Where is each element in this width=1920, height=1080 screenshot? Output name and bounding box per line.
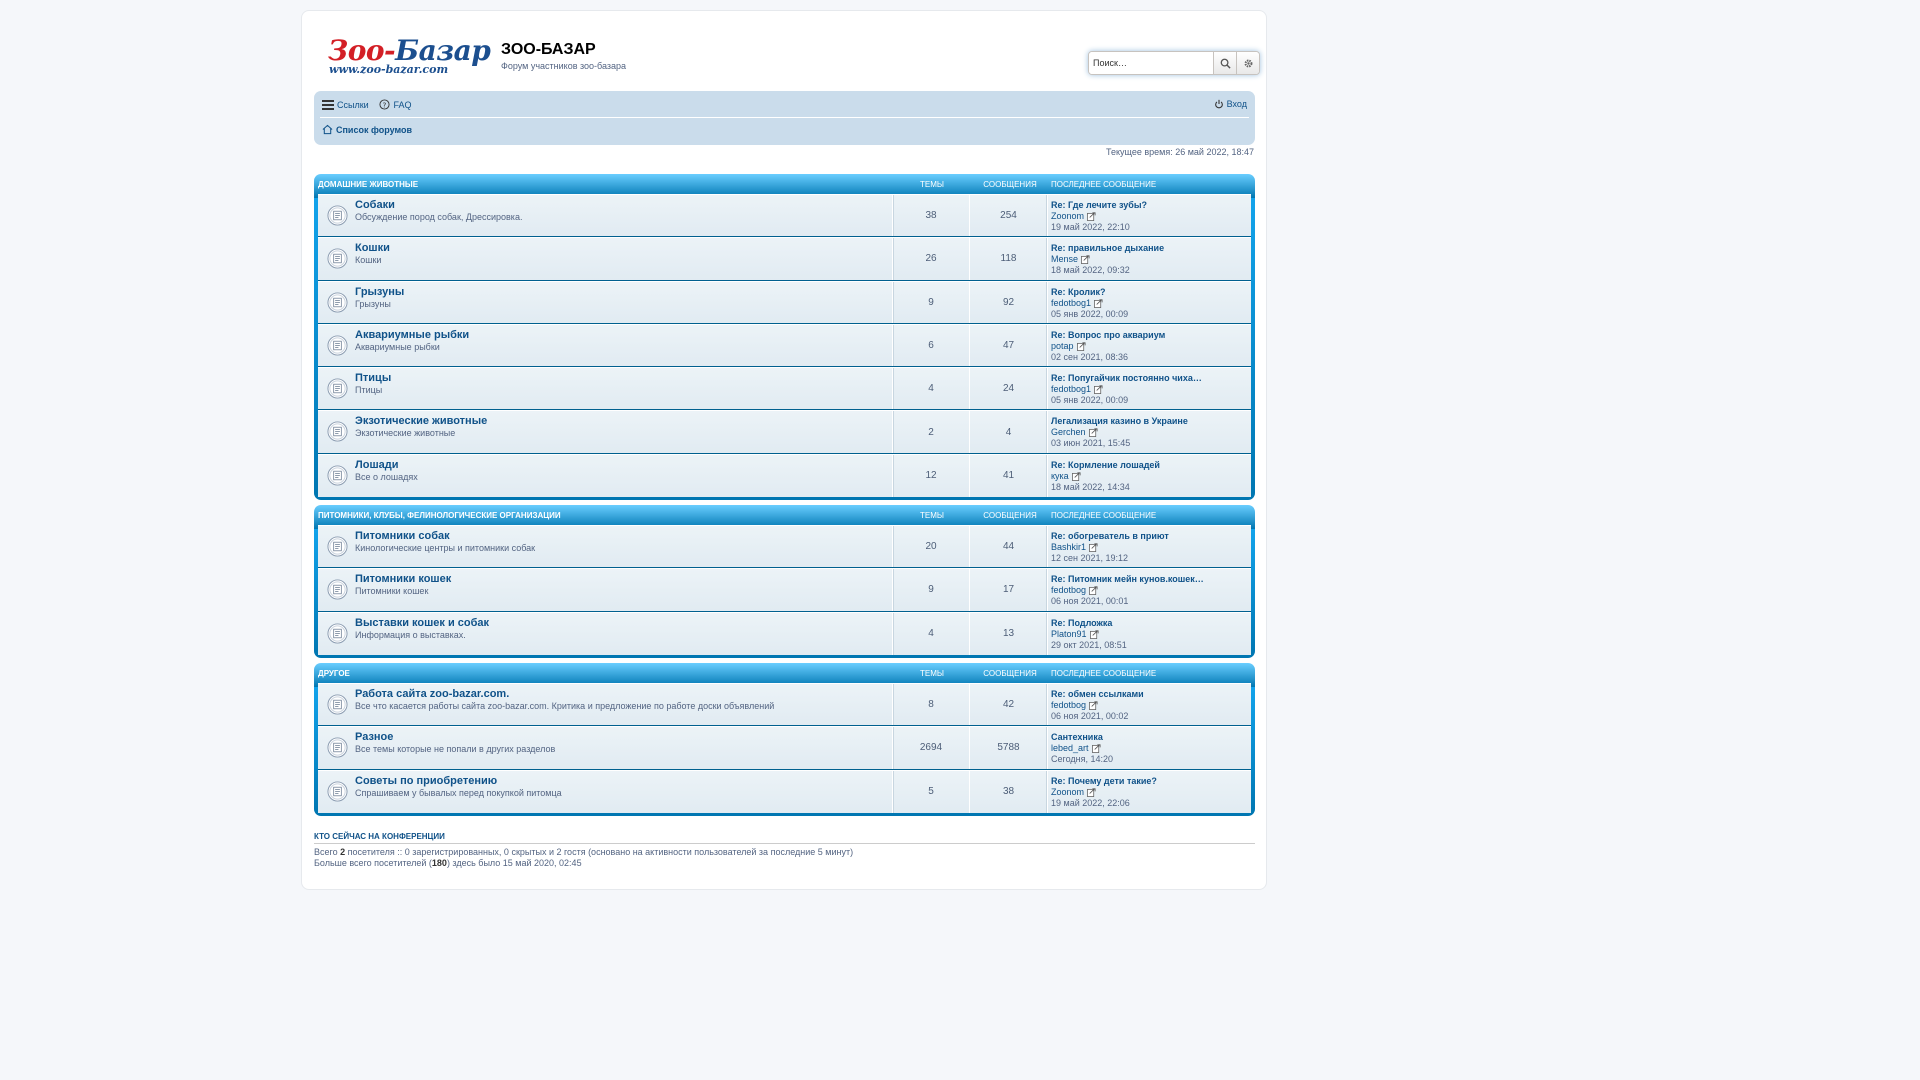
column-header-posts: СООБЩЕНИЯ (983, 180, 1037, 189)
who-online-total-prefix: Всего (314, 847, 341, 857)
forum-title-link[interactable]: Питомники кошек (355, 573, 452, 586)
category-header (318, 174, 1251, 194)
forum-posts-count: 42 (970, 684, 1048, 725)
last-post (1051, 732, 1113, 765)
who-online-record (314, 858, 1255, 869)
view-latest-post-icon[interactable] (1089, 543, 1098, 552)
breadcrumb-forum-index[interactable] (322, 124, 412, 135)
last-post-title-link[interactable]: Re: Попугайчик постоянно чиха… (1051, 373, 1202, 384)
forum-posts-count: 24 (970, 368, 1048, 409)
search-input[interactable] (1089, 52, 1213, 74)
view-latest-post-icon[interactable] (1094, 385, 1103, 394)
forum-posts-count: 118 (970, 238, 1048, 279)
forum-read-icon (327, 623, 348, 644)
last-post (1051, 200, 1147, 233)
question-icon (379, 99, 390, 110)
forum-title-link[interactable]: Выставки кошек и собак (355, 616, 490, 629)
forum-posts-count: 47 (970, 325, 1048, 366)
forum-row (318, 525, 1251, 568)
last-post-title-link[interactable]: Re: правильное дыхание (1051, 243, 1165, 254)
last-post-date: 18 май 2022, 14:34 (1051, 481, 1130, 492)
view-latest-post-icon[interactable] (1089, 428, 1098, 437)
navbar-top-row (322, 99, 1247, 113)
view-latest-post-icon[interactable] (1072, 472, 1081, 481)
forum-description: Информация о выставках. (355, 629, 466, 640)
home-icon (322, 124, 333, 135)
faq-label: FAQ (393, 99, 412, 110)
view-latest-post-icon[interactable] (1087, 788, 1096, 797)
forum-topics-count: 38 (892, 195, 970, 236)
page-wrap (301, 10, 1267, 890)
last-post-author (1051, 787, 1157, 798)
last-post (1051, 531, 1169, 564)
current-time: Текущее время: 26 май 2022, 18:47 (1106, 147, 1254, 157)
search-button[interactable] (1213, 52, 1236, 74)
forum-row (318, 612, 1251, 655)
forum-description: Питомники кошек (355, 586, 429, 597)
last-post-author (1051, 427, 1188, 438)
logo-text (328, 34, 492, 67)
forum-title-link[interactable]: Экзотические животные (355, 415, 488, 428)
last-post-author (1051, 211, 1147, 222)
last-post-author-link[interactable]: Gerchen (1051, 427, 1086, 438)
forum-posts-count: 13 (970, 613, 1048, 655)
forum-posts-count: 44 (970, 526, 1048, 567)
forum-description: Все о лошадях (355, 471, 418, 482)
forum-title-link[interactable]: Аквариумные рыбки (355, 328, 470, 341)
forum-description: Аквариумные рыбки (355, 341, 440, 352)
last-post-author-link[interactable]: Mense (1051, 254, 1079, 265)
last-post-date: 18 май 2022, 09:32 (1051, 265, 1130, 276)
logo-url: www.zoo-bazar.com (329, 63, 449, 76)
last-post-date: 05 янв 2022, 00:09 (1051, 395, 1129, 406)
forum-title-link[interactable]: Советы по приобретению (355, 774, 498, 787)
logo-zoo: Зоо (328, 34, 385, 67)
forum-read-icon (327, 292, 348, 313)
search-box (1088, 51, 1260, 75)
last-post-author-link[interactable]: кука (1051, 470, 1069, 481)
forum-list (318, 194, 1251, 497)
forum-topics-count: 20 (892, 526, 970, 567)
forum-topics-count: 4 (892, 368, 970, 409)
view-latest-post-icon[interactable] (1087, 212, 1096, 221)
last-post-author (1051, 700, 1144, 711)
forum-title-link[interactable]: Кошки (355, 242, 390, 255)
forum-title-link[interactable]: Питомники собак (355, 530, 450, 542)
last-post-title-link[interactable]: Re: Подложка (1051, 617, 1113, 628)
forum-row (318, 683, 1251, 726)
column-header-last-post: ПОСЛЕДНЕЕ СООБЩЕНИЕ (1051, 669, 1157, 678)
last-post-date: 06 ноя 2021, 00:02 (1051, 711, 1129, 721)
last-post-author-link[interactable]: potap (1051, 340, 1074, 351)
logo-dash: - (384, 34, 396, 67)
forum-row (318, 281, 1251, 324)
forum-description: Кинологические центры и питомники собак (355, 543, 536, 553)
last-post (1051, 287, 1128, 320)
search-icon (1220, 58, 1231, 69)
forum-read-icon (327, 579, 348, 600)
forum-row (318, 568, 1251, 611)
last-post-author (1051, 542, 1169, 553)
last-post-author (1051, 629, 1127, 640)
forum-title-link[interactable]: Лошади (355, 458, 399, 471)
forum-topics-count: 6 (892, 325, 970, 366)
last-post-author-link[interactable]: fedotbog (1051, 585, 1087, 596)
quick-links-menu[interactable] (322, 100, 369, 110)
forum-row (318, 237, 1251, 280)
column-header-topics: ТЕМЫ (920, 669, 944, 678)
column-header-last-post: ПОСЛЕДНЕЕ СООБЩЕНИЕ (1051, 511, 1157, 520)
view-latest-post-icon[interactable] (1092, 744, 1101, 753)
column-header-posts: СООБЩЕНИЯ (983, 511, 1037, 520)
last-post-title-link[interactable]: Re: Питомник мейн кунов.кошек… (1051, 574, 1204, 585)
forum-topics-count: 4 (892, 613, 970, 655)
forum-posts-count: 5788 (970, 727, 1048, 768)
view-latest-post-icon[interactable] (1077, 342, 1086, 351)
last-post-date: Сегодня, 14:20 (1051, 754, 1114, 765)
last-post (1051, 776, 1157, 809)
forum-read-icon (327, 248, 348, 269)
who-online-total-count: 2 (340, 847, 346, 857)
forum-row (318, 770, 1251, 813)
last-post (1051, 689, 1144, 722)
forum-row (318, 726, 1251, 769)
who-online-total-suffix: посетителя :: 0 зарегистрированных, 0 скрытых и 2 гостя (основано на активности пользователей за последние 5 минут) (345, 847, 854, 857)
forum-description: Обсуждение пород собак, Дрессировка. (355, 212, 523, 222)
forum-row (318, 454, 1251, 497)
last-post-date: 19 май 2022, 22:06 (1051, 797, 1130, 808)
logo-bazar: Базар (395, 34, 491, 67)
last-post-title-link[interactable]: Re: Кролик? (1051, 286, 1106, 297)
category-header (318, 505, 1251, 525)
last-post-date: 02 сен 2021, 08:36 (1051, 351, 1129, 362)
column-header-posts: СООБЩЕНИЯ (983, 669, 1037, 678)
last-post-title-link[interactable]: Сантехника (1051, 732, 1103, 743)
forum-topics-count: 2 (892, 411, 970, 452)
forum-topics-count: 5 (892, 771, 970, 813)
last-post (1051, 416, 1188, 449)
category-block (314, 174, 1255, 500)
gear-icon (1243, 58, 1254, 69)
forum-title-link[interactable]: Собаки (355, 199, 395, 211)
last-post-author (1051, 341, 1165, 352)
column-header-last-post: ПОСЛЕДНЕЕ СООБЩЕНИЕ (1051, 180, 1157, 189)
forum-posts-count: 4 (970, 411, 1048, 452)
last-post-author-link[interactable]: fedotbog1 (1051, 384, 1092, 395)
who-online-record-count: 180 (431, 858, 447, 868)
navbar-divider (320, 117, 1249, 118)
forum-read-icon (327, 465, 348, 486)
last-post-date: 05 янв 2022, 00:09 (1051, 308, 1129, 319)
last-post-title-link[interactable]: Re: Где лечите зубы? (1051, 200, 1148, 210)
forum-read-icon (327, 421, 348, 442)
last-post-title-link[interactable]: Re: обмен ссылками (1051, 689, 1144, 699)
view-latest-post-icon[interactable] (1089, 586, 1098, 595)
forum-read-icon (327, 378, 348, 399)
last-post-author-link[interactable]: fedotbog (1051, 700, 1087, 710)
last-post-author-link[interactable]: lebed_art (1051, 743, 1089, 754)
column-header-topics: ТЕМЫ (920, 511, 944, 520)
forum-topics-count: 12 (892, 455, 970, 497)
last-post-title-link[interactable]: Re: Почему дети такие? (1051, 775, 1157, 786)
forum-posts-count: 38 (970, 771, 1048, 813)
power-icon (1214, 99, 1224, 109)
forum-read-icon (327, 205, 348, 226)
quick-links-label: Ссылки (337, 100, 369, 110)
site-description: Форум участников зоо-базара (501, 61, 627, 71)
forum-description: Птицы (355, 385, 383, 396)
login-label: Вход (1226, 99, 1247, 109)
forum-title-link[interactable]: Работа сайта zoo-bazar.com. (355, 688, 510, 700)
view-latest-post-icon[interactable] (1094, 299, 1103, 308)
last-post (1051, 574, 1204, 607)
forum-read-icon (327, 536, 348, 557)
who-is-online (314, 832, 1255, 869)
svg-text:?: ? (383, 100, 387, 110)
forum-title-link[interactable]: Грызуны (355, 285, 405, 298)
forum-description: Все что касается работы сайта zoo-bazar.com. Критика и предложение по работе доски объявлений (355, 701, 775, 711)
view-latest-post-icon[interactable] (1090, 630, 1099, 639)
forum-topics-count: 9 (892, 569, 970, 610)
last-post-author (1051, 298, 1128, 309)
category-title[interactable]: ДОМАШНИЕ ЖИВОТНЫЕ (318, 180, 419, 189)
forum-description: Грызуны (355, 298, 391, 309)
last-post-date: 19 май 2022, 22:10 (1051, 222, 1130, 232)
last-post-author (1051, 585, 1204, 596)
faq-link[interactable] (379, 99, 411, 110)
forum-description: Спрашиваем у бывалых перед покупкой питомца (355, 787, 562, 798)
who-online-title[interactable]: КТО СЕЙЧАС НА КОНФЕРЕНЦИИ (314, 832, 1255, 844)
last-post-author-link[interactable]: Zoonom (1051, 211, 1085, 221)
forum-posts-count: 41 (970, 455, 1048, 497)
forum-title-link[interactable]: Птицы (355, 372, 392, 385)
last-post (1051, 373, 1202, 406)
forum-read-icon (327, 335, 348, 356)
forum-row (318, 410, 1251, 453)
forum-description: Экзотические животные (355, 428, 456, 439)
category-title[interactable]: ДРУГОЕ (318, 669, 350, 678)
view-latest-post-icon[interactable] (1089, 701, 1098, 710)
forum-topics-count: 2694 (892, 727, 970, 768)
who-online-record-prefix: Больше всего посетителей ( (314, 858, 432, 868)
column-header-topics: ТЕМЫ (920, 180, 944, 189)
last-post-date: 06 ноя 2021, 00:01 (1051, 596, 1129, 607)
forum-row (318, 324, 1251, 367)
last-post (1051, 460, 1160, 493)
last-post-author-link[interactable]: fedotbog1 (1051, 297, 1092, 308)
forum-topics-count: 8 (892, 684, 970, 725)
last-post-title-link[interactable]: Re: Вопрос про аквариум (1051, 329, 1166, 340)
advanced-search-button[interactable] (1236, 52, 1259, 74)
last-post-date: 12 сен 2021, 19:12 (1051, 553, 1129, 563)
forum-title-link[interactable]: Разное (355, 731, 394, 744)
last-post-author (1051, 471, 1160, 482)
last-post (1051, 618, 1127, 651)
last-post-author (1051, 254, 1164, 265)
forum-row (318, 367, 1251, 410)
category-block (314, 505, 1255, 658)
forum-read-icon (327, 781, 348, 802)
forum-row (318, 194, 1251, 237)
forum-posts-count: 92 (970, 282, 1048, 323)
breadcrumb (322, 124, 420, 138)
login-link[interactable] (1214, 99, 1247, 109)
forum-posts-count: 254 (970, 195, 1048, 236)
forum-description: Кошки (355, 255, 382, 266)
forum-posts-count: 17 (970, 569, 1048, 610)
navbar (314, 91, 1255, 145)
category-header (318, 663, 1251, 683)
last-post-author (1051, 384, 1202, 395)
who-online-total (314, 847, 1255, 858)
last-post (1051, 243, 1164, 276)
site-logo[interactable] (328, 34, 492, 76)
forum-read-icon (327, 694, 348, 715)
last-post-author-link[interactable]: Platon91 (1051, 628, 1087, 639)
breadcrumb-label: Список форумов (336, 124, 413, 135)
last-post-author-link[interactable]: Zoonom (1051, 786, 1085, 797)
last-post-title-link[interactable]: Re: обогреватель в приют (1051, 531, 1169, 541)
last-post-author (1051, 743, 1113, 754)
last-post-title-link[interactable]: Легализация казино в Украине (1051, 416, 1188, 427)
forum-list (318, 525, 1251, 655)
last-post-title-link[interactable]: Re: Кормление лошадей (1051, 459, 1160, 470)
forum-topics-count: 9 (892, 282, 970, 323)
last-post-date: 03 июн 2021, 15:45 (1051, 438, 1131, 449)
forum-topics-count: 26 (892, 238, 970, 279)
who-online-record-suffix: ) здесь было 15 май 2020, 02:45 (446, 858, 582, 868)
view-latest-post-icon[interactable] (1081, 255, 1090, 264)
last-post-author-link[interactable]: Bashkir1 (1051, 542, 1087, 552)
forum-description: Все темы которые не попали в других разделов (355, 744, 556, 755)
site-title: ЗОО-БАЗАР (501, 41, 596, 58)
category-block (314, 663, 1255, 816)
menu-icon (322, 100, 334, 110)
forum-read-icon (327, 737, 348, 758)
category-title[interactable]: ПИТОМНИКИ, КЛУБЫ, ФЕЛИНОЛОГИЧЕСКИЕ ОРГАНИЗАЦИИ (318, 511, 561, 520)
site-header (314, 33, 1254, 85)
last-post-date: 29 окт 2021, 08:51 (1051, 639, 1127, 650)
last-post (1051, 330, 1165, 363)
forum-list (318, 683, 1251, 813)
